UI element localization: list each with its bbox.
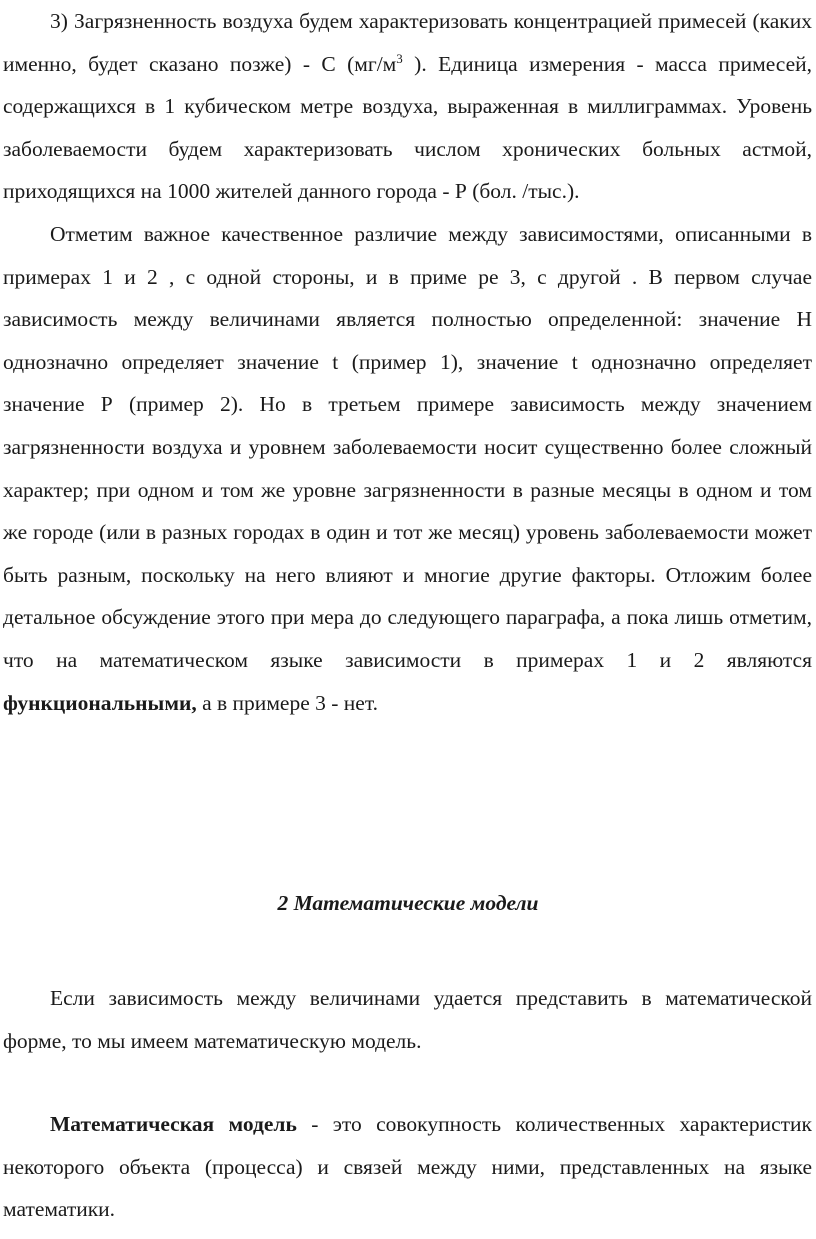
paragraph-text: ). Единица измерения - масса примесей, содержащихся в 1 кубическом метре воздуха, выраженная в миллиграммах. Уровень заболеваемости будем характеризовать числом хронических больных астмой, приходящихся на 1000 жителей данного города - Р (бол. /тыс.). bbox=[3, 51, 813, 204]
superscript-cubic: 3 bbox=[396, 50, 403, 66]
paragraph-air-pollution bbox=[3, 0, 812, 213]
bold-term-math-model: Математическая модель bbox=[50, 1112, 297, 1136]
paragraph-text: Отметим важное качественное различие между зависимостями, описанными в примерах 1 и 2 , с одной стороны, и в приме ре 3, с другой . В первом случае зависимость между величинами является полностью определенной: значение H однозначно определяет значение t (пример 1), значение t однозначно определяет значение Р (пример 2). Но в третьем примере зависимость между значением загрязненности воздуха и уровнем заболеваемости носит существенно более сложный характер; при одном и том же уровне загрязненности в разные месяцы в одном и том же городе (или в разных городах в один и тот же месяц) уровень заболеваемости может быть разным, поскольку на него влияют и многие другие факторы. Отложим более детальное обсуждение этого при мера до следующего параграфа, а пока лишь отметим, что на математическом языке зависимости в примерах 1 и 2 являются bbox=[3, 221, 812, 672]
paragraph-text: - это совокупность количественных характеристик некоторого объекта (процесса) и связей между ними, представленных на языке математики. bbox=[3, 1112, 812, 1222]
paragraph-math-model-definition bbox=[3, 1103, 812, 1231]
section-heading: 2 Математические модели bbox=[277, 891, 539, 915]
paragraph-text: а в примере 3 - нет. bbox=[196, 690, 378, 715]
bold-term-functional: функциональными, bbox=[3, 690, 197, 715]
paragraph-math-model-intro: Если зависимость между величинами удается представить в математической форме, то мы имеем математическую модель. bbox=[3, 986, 812, 1053]
paragraph-dependencies bbox=[3, 213, 812, 724]
paragraph-text: 3) Загрязненность воздуха будем характеризовать концентрацией примесей (каких именно, будет сказано позже) - С (мг/м bbox=[3, 9, 812, 76]
